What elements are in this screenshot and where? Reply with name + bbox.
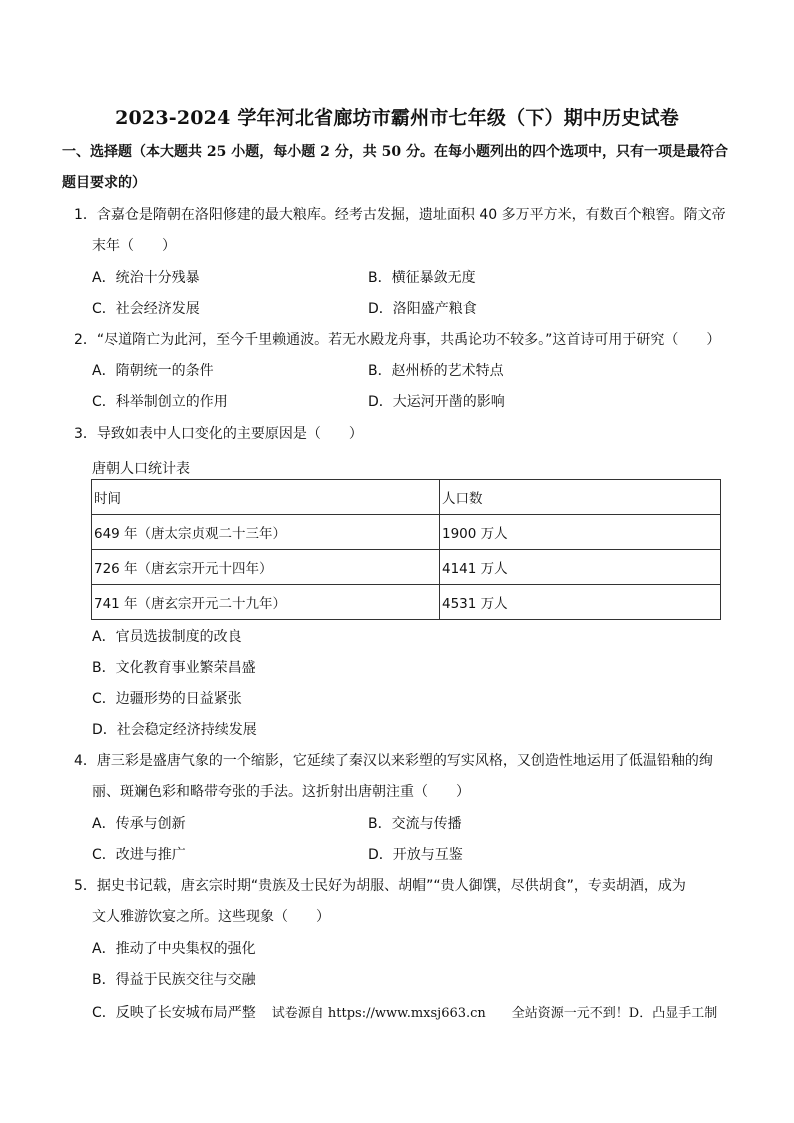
question-4-option-c[interactable]: C．改进与推广 (92, 847, 186, 863)
population-table-caption: 唐朝人口统计表 (92, 461, 190, 477)
question-4-stem-cont: 丽、斑斓色彩和略带夸张的手法。这折射出唐朝注重（ ） (92, 784, 470, 800)
question-2-stem: 2．“尽道隋亡为此河，至今千里赖通波。若无水殿龙舟事，共禹论功不较多。”这首诗可用于研究（ ） (74, 332, 721, 348)
question-1-option-d[interactable]: D．洛阳盛产粮食 (368, 301, 477, 317)
question-2-option-b[interactable]: B．赵州桥的艺术特点 (368, 363, 504, 379)
question-1-option-a[interactable]: A．统治十分残暴 (92, 270, 200, 286)
question-5-stem-cont: 文人雅游饮宴之所。这些现象（ ） (92, 909, 330, 925)
question-5-option-c[interactable]: C．反映了长安城布局严整 (92, 1005, 256, 1021)
question-4-option-d[interactable]: D．开放与互鉴 (368, 847, 463, 863)
section-instruction-line1: 一、选择题（本大题共 25 小题，每小题 2 分，共 50 分。在每小题列出的四个选项中，只有一项是最符合 (62, 144, 728, 160)
question-3-option-b[interactable]: B．文化教育事业繁荣昌盛 (92, 660, 256, 676)
question-3-stem: 3．导致如表中人口变化的主要原因是（ ） (74, 426, 363, 442)
table-row (92, 550, 721, 585)
question-3-option-a[interactable]: A．官员选拔制度的改良 (92, 629, 242, 645)
table-header-row (92, 480, 721, 515)
question-1-option-b[interactable]: B．横征暴敛无度 (368, 270, 476, 286)
question-1-option-c[interactable]: C．社会经济发展 (92, 301, 200, 317)
table-cell: 741 年（唐玄宗开元二十九年） (92, 585, 440, 620)
question-3-option-c[interactable]: C．边疆形势的日益紧张 (92, 691, 242, 707)
table-cell: 4141 万人 (440, 550, 721, 585)
table-row (92, 585, 721, 620)
question-3-option-d[interactable]: D．社会稳定经济持续发展 (92, 722, 257, 738)
table-header-cell: 时间 (92, 480, 440, 515)
table-cell: 649 年（唐太宗贞观二十三年） (92, 515, 440, 550)
table-cell: 1900 万人 (440, 515, 721, 550)
question-5-option-b[interactable]: B．得益于民族交往与交融 (92, 972, 256, 988)
table-row (92, 515, 721, 550)
question-4-stem: 4．唐三彩是盛唐气象的一个缩影，它延续了秦汉以来彩塑的写实风格，又创造性地运用了低温铅釉的绚 (74, 753, 713, 769)
question-1-stem-cont: 末年（ ） (92, 238, 176, 254)
table-cell: 726 年（唐玄宗开元十四年） (92, 550, 440, 585)
question-2-option-c[interactable]: C．科举制创立的作用 (92, 394, 228, 410)
source-watermark-text: 试卷源自 https://www.mxsj663.cn 全站资源一元不到！D．凸显手工制 (271, 1006, 718, 1021)
table-cell: 4531 万人 (440, 585, 721, 620)
question-5-stem: 5．据史书记载，唐玄宗时期“贵族及士民好为胡服、胡帽”“贵人御馔，尽供胡食”，专卖胡酒，成为 (74, 878, 686, 894)
table-header-cell: 人口数 (440, 480, 721, 515)
exam-title: 2023-2024 学年河北省廊坊市霸州市七年级（下）期中历史试卷 (115, 107, 679, 129)
question-2-option-a[interactable]: A．隋朝统一的条件 (92, 363, 214, 379)
question-4-option-a[interactable]: A．传承与创新 (92, 816, 186, 832)
question-1-stem: 1．含嘉仓是隋朝在洛阳修建的最大粮库。经考古发掘，遗址面积 40 多万平方米，有数百个粮窖。隋文帝 (74, 207, 726, 223)
population-table (91, 479, 721, 620)
question-5-option-a[interactable]: A．推动了中央集权的强化 (92, 941, 256, 957)
section-instruction-line2: 题目要求的） (62, 175, 146, 191)
question-5-last-line (92, 1002, 717, 1022)
question-4-option-b[interactable]: B．交流与传播 (368, 816, 462, 832)
question-2-option-d[interactable]: D．大运河开凿的影响 (368, 394, 505, 410)
